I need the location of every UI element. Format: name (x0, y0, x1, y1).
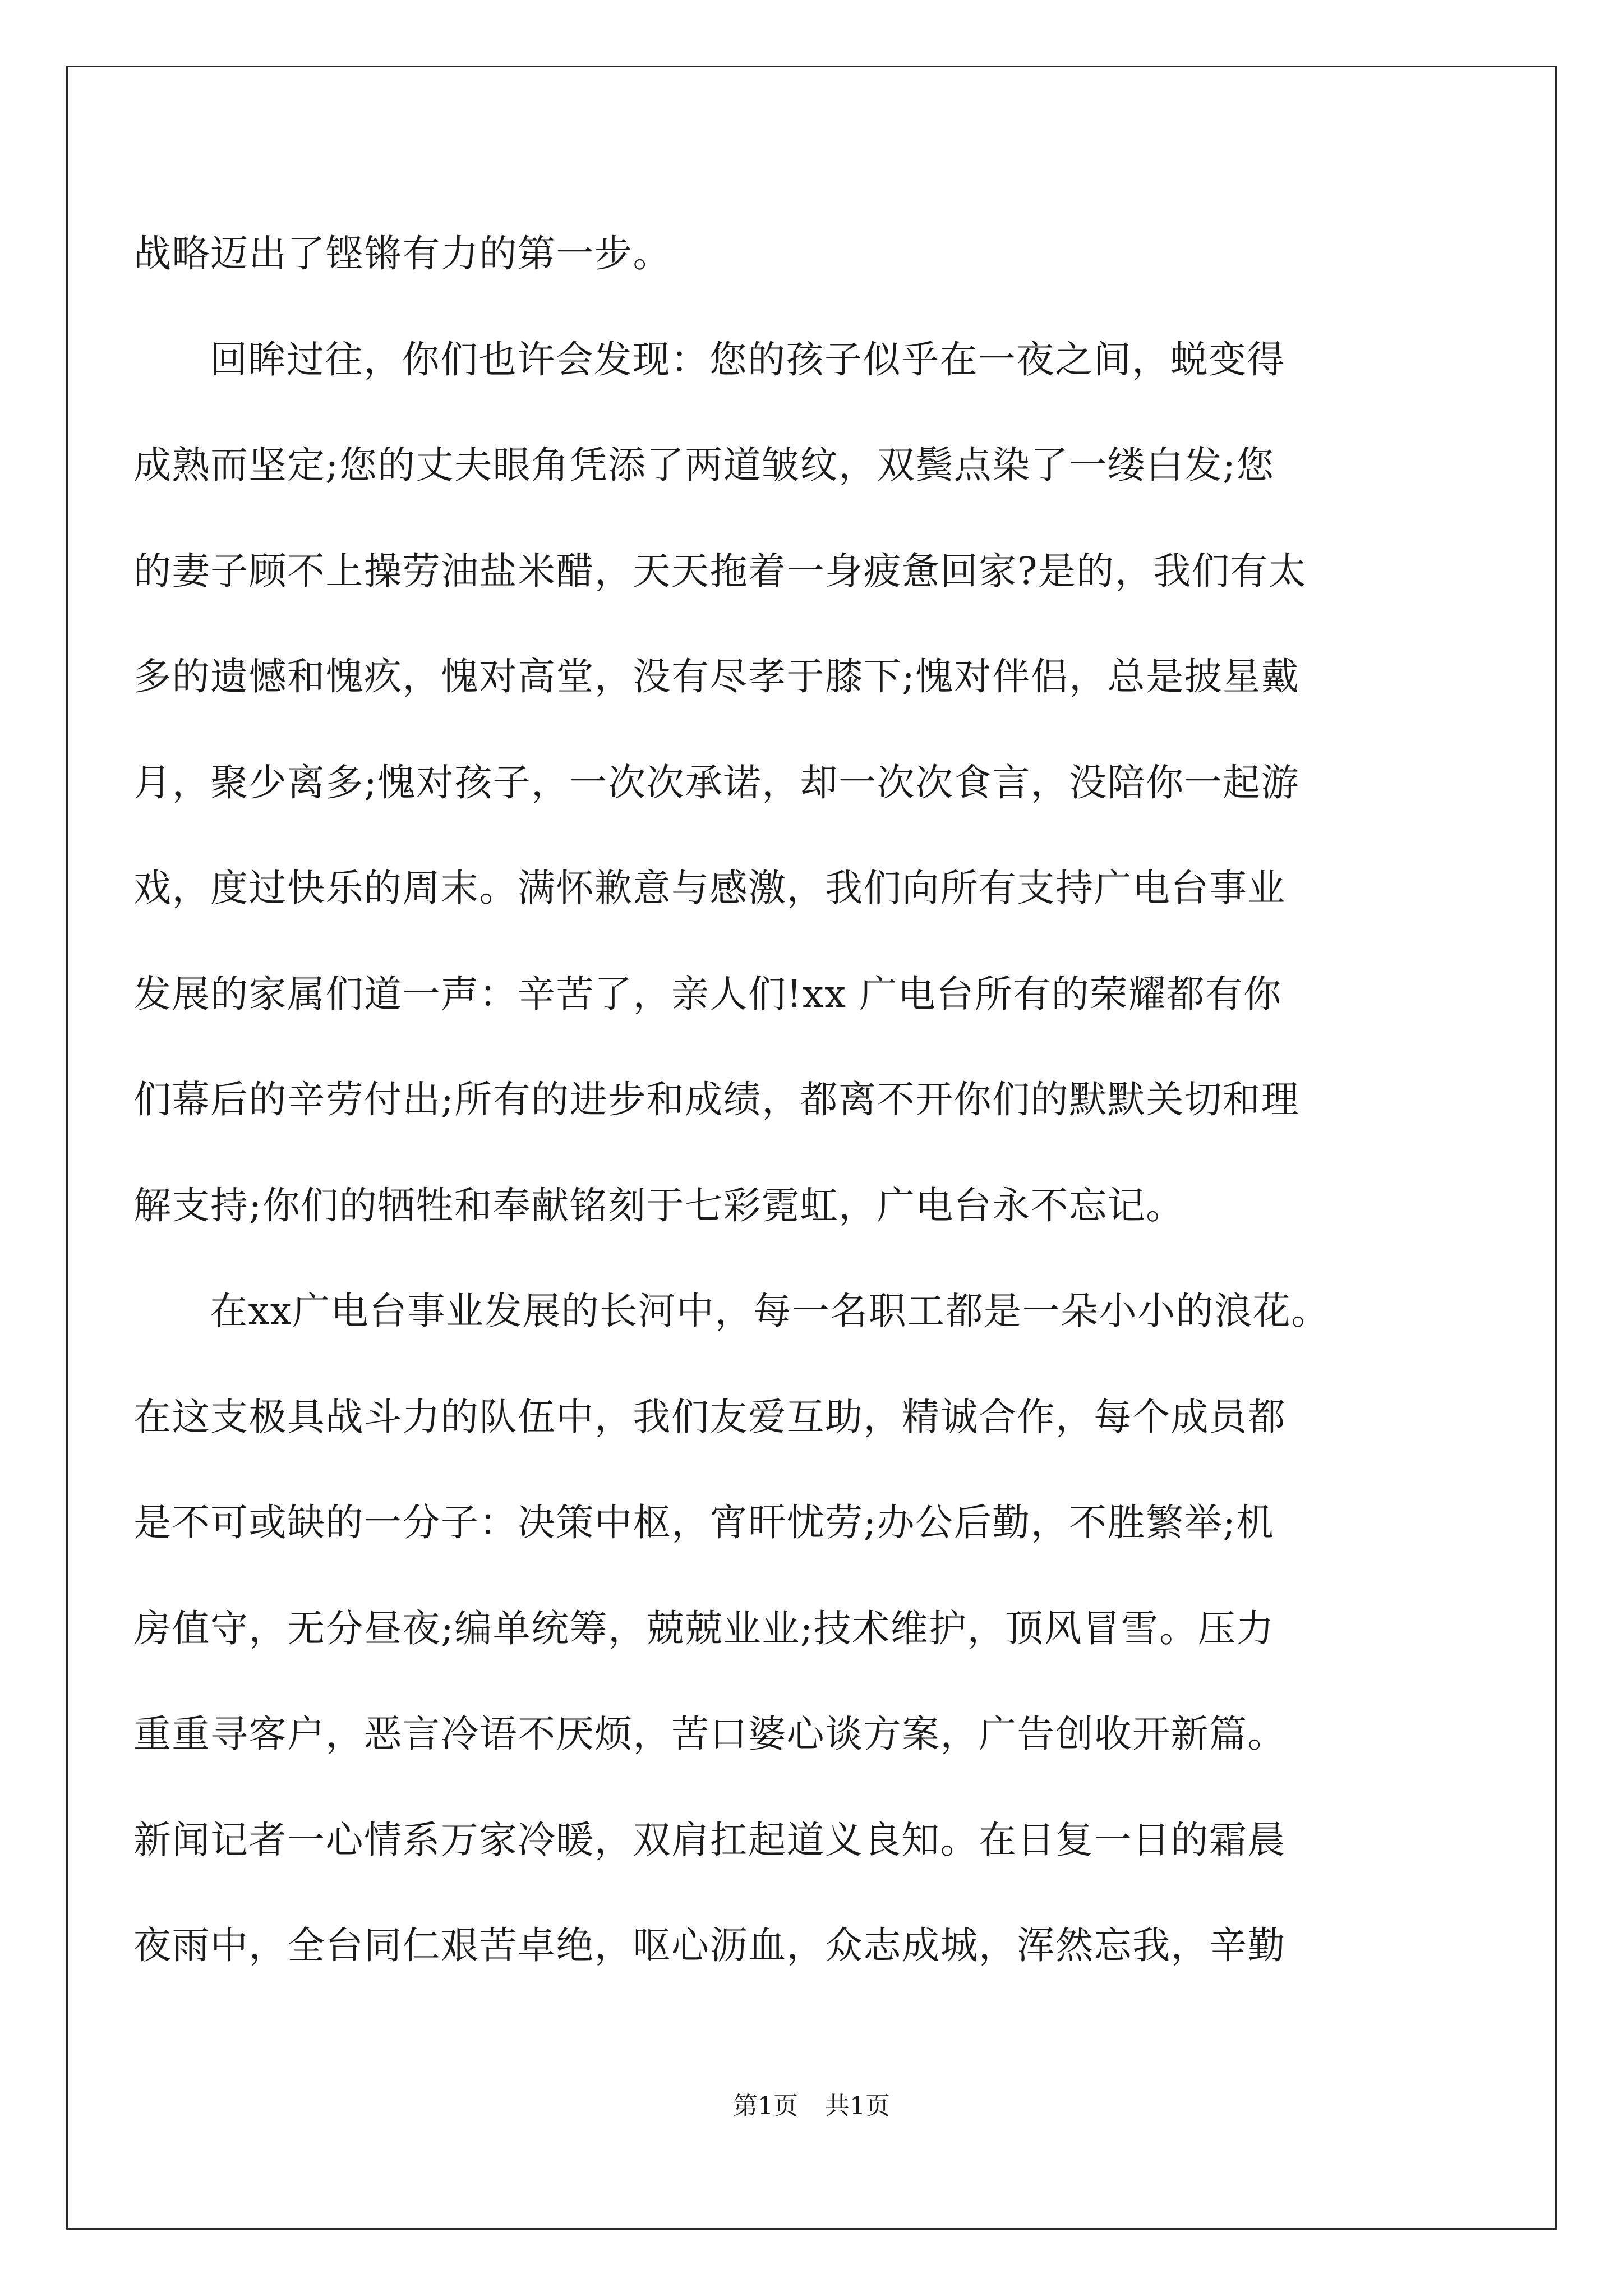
paragraph-start-line: 回眸过往，你们也许会发现：您的孩子似乎在一夜之间，蜕变得 (210, 337, 1285, 381)
page-number-total: 共1页 (825, 2092, 890, 2120)
text-line: 戏，度过快乐的周末。满怀歉意与感激，我们向所有支持广电台事业 (133, 866, 1286, 910)
text-line: 的妻子顾不上操劳油盐米醋，天天拖着一身疲惫回家?是的，我们有太 (133, 549, 1307, 593)
text-line: 新闻记者一心情系万家冷暖，双肩扛起道义良知。在日复一日的霜晨 (133, 1818, 1286, 1862)
text-line: 月，聚少离多;愧对孩子，一次次承诺，却一次次食言，没陪你一起游 (133, 760, 1300, 804)
page-number-current: 第1页 (733, 2092, 798, 2120)
text-line: 战略迈出了铿锵有力的第一步。 (133, 232, 671, 275)
text-line: 房值守，无分昼夜;编单统筹，兢兢业业;技术维护，顶风冒雪。压力 (133, 1606, 1275, 1650)
text-line: 成熟而坚定;您的丈夫眼角凭添了两道皱纹，双鬓点染了一缕白发;您 (133, 443, 1275, 487)
text-line: 在这支极具战斗力的队伍中，我们友爱互助，精诚合作，每个成员都 (133, 1395, 1286, 1439)
text-line: 解支持;你们的牺牲和奉献铭刻于七彩霓虹，广电台永不忘记。 (133, 1183, 1184, 1227)
text-line: 是不可或缺的一分子：决策中枢，宵旰忧劳;办公后勤，不胜繁举;机 (133, 1501, 1275, 1544)
paragraph-start-line: 在xx广电台事业发展的长河中，每一名职工都是一朵小小的浪花。 (210, 1289, 1330, 1333)
text-line: 夜雨中，全台同仁艰苦卓绝，呕心沥血，众志成城，浑然忘我，辛勤 (133, 1924, 1286, 1967)
text-line: 们幕后的辛劳付出;所有的进步和成绩，都离不开你们的默默关切和理 (133, 1078, 1300, 1121)
text-line: 发展的家属们道一声：辛苦了，亲人们!xx 广电台所有的荣耀都有你 (133, 972, 1282, 1016)
document-body (133, 201, 1492, 1999)
text-line: 多的遗憾和愧疚，愧对高堂，没有尽孝于膝下;愧对伴侣，总是披星戴 (133, 655, 1300, 698)
page-footer (0, 2090, 1623, 2123)
text-line: 重重寻客户，恶言冷语不厌烦，苦口婆心谈方案，广告创收开新篇。 (133, 1712, 1286, 1756)
